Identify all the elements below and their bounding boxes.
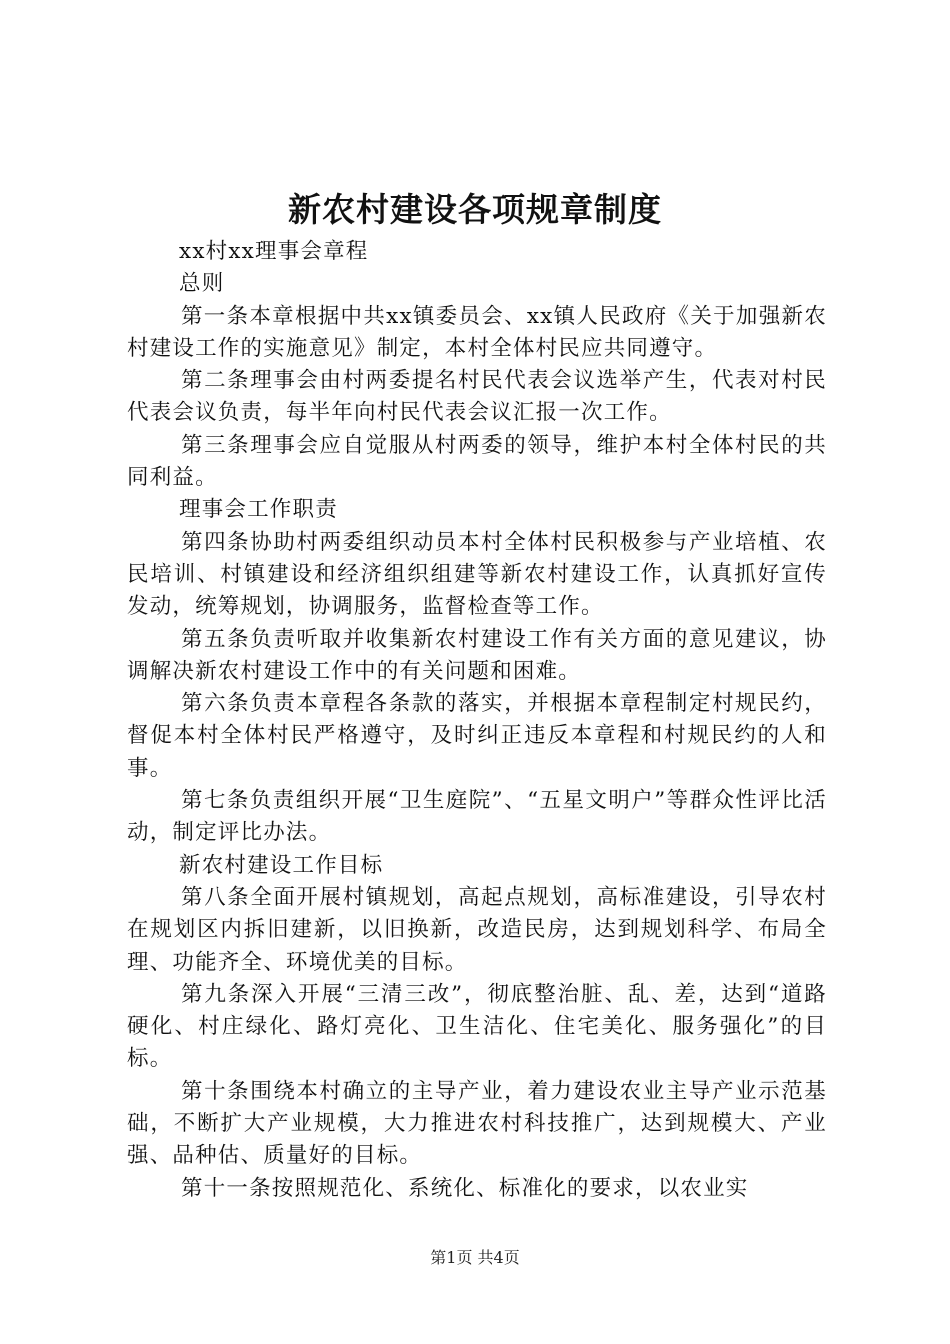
charter-title: xx村xx理事会章程 (179, 239, 369, 264)
article-5: 第五条负责听取并收集新农村建设工作有关方面的意见建议，协调解决新农村建设工作中的有关问题和困难。 (127, 626, 827, 684)
article-4: 第四条协助村两委组织动员本村全体村民积极参与产业培植、农民培训、村镇建设和经济组织组建等新农村建设工作，认真抓好宣传发动，统筹规划，协调服务，监督检查等工作。 (127, 529, 827, 620)
page-number-footer: 第1页 共4页 (430, 1248, 520, 1267)
article-11: 第十一条按照规范化、系统化、标准化的要求，以农业实 (181, 1175, 749, 1201)
article-8: 第八条全面开展村镇规划，高起点规划，高标准建设，引导农村在规划区内拆旧建新，以旧换新，改造民房，达到规划科学、布局全理、功能齐全、环境优美的目标。 (127, 884, 827, 975)
article-1: 第一条本章根据中共xx镇委员会、xx镇人民政府《关于加强新农村建设工作的实施意见》制定，本村全体村民应共同遵守。 (127, 303, 827, 361)
document-body (127, 236, 827, 1205)
article-6: 第六条负责本章程各条款的落实，并根据本章程制定村规民约，督促本村全体村民严格遵守，及时纠正违反本章程和村规民约的人和事。 (127, 691, 827, 781)
article-10: 第十条围绕本村确立的主导产业，着力建设农业主导产业示范基础，不断扩大产业规模，大力推进农村科技推广，达到规模大、产业强、品种估、质量好的目标。 (127, 1078, 827, 1169)
section-heading-general: 总则 (179, 271, 225, 297)
article-7: 第七条负责组织开展“卫生庭院”、“五星文明户”等群众性评比活动，制定评比办法。 (127, 788, 827, 846)
section-heading-duties: 理事会工作职责 (179, 497, 338, 523)
article-3: 第三条理事会应自觉服从村两委的领导，维护本村全体村民的共同利益。 (127, 432, 827, 491)
article-9: 第九条深入开展“三清三改”，彻底整治脏、乱、差，达到“道路硬化、村庄绿化、路灯亮化、卫生洁化、住宅美化、服务强化”的目标。 (127, 981, 827, 1072)
section-heading-goals: 新农村建设工作目标 (179, 852, 384, 878)
article-2: 第二条理事会由村两委提名村民代表会议选举产生，代表对村民代表会议负责，每半年向村民代表会议汇报一次工作。 (127, 368, 827, 426)
document-title: 新农村建设各项规章制度 (288, 190, 662, 229)
